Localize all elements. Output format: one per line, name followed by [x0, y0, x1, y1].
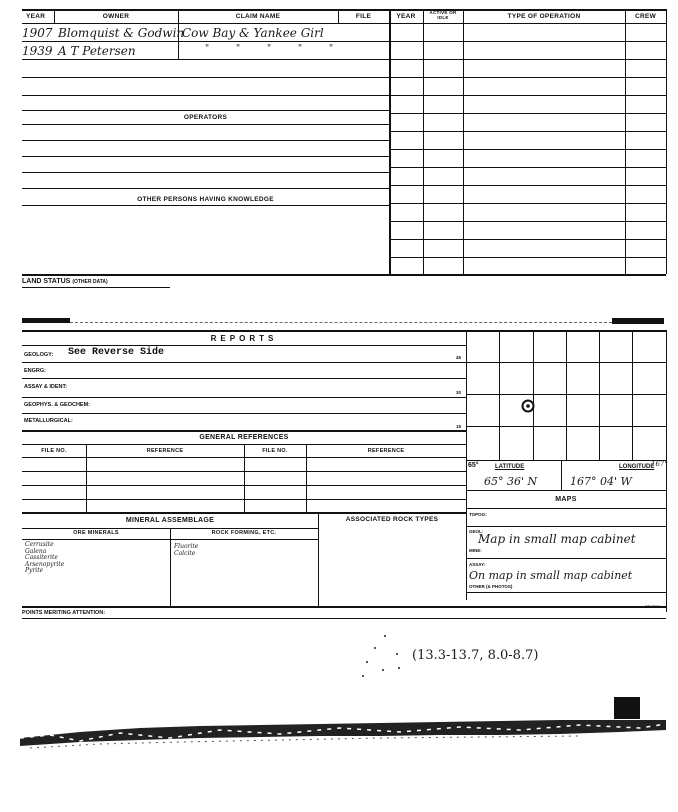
- ore-mineral-item: Cassiterite: [25, 554, 58, 561]
- rock-forming-item: Fluorite: [174, 543, 199, 550]
- header-claim-name: CLAIM NAME: [235, 13, 281, 20]
- rock-forming-item: Calcite: [174, 549, 196, 557]
- metallurgical-num: 15: [456, 424, 462, 429]
- owner-row-2-year: 1939: [22, 44, 53, 58]
- ref-file-no-2: FILE NO.: [262, 448, 288, 454]
- topog-label: TOPOG:: [469, 512, 487, 517]
- lat-deg-mark: 65°: [468, 462, 479, 469]
- latitude-label: LATITUDE: [495, 464, 525, 470]
- scan-speckles: [355, 632, 415, 682]
- rock-forming-label: ROCK FORMING, ETC.: [211, 530, 277, 536]
- owner-row-1-year: 1907: [22, 26, 53, 40]
- land-status-label: LAND STATUS (OTHER DATA): [22, 278, 108, 285]
- assay-num: 30: [456, 390, 462, 395]
- header-year: YEAR: [26, 13, 46, 20]
- assay-ident-label: ASSAY & IDENT:: [24, 384, 68, 390]
- header-type-of-operation: TYPE OF OPERATION: [507, 13, 581, 20]
- ore-minerals-label: ORE MINERALS: [73, 530, 119, 536]
- ref-file-no-1: FILE NO.: [41, 448, 67, 454]
- general-references-title: GENERAL REFERENCES: [199, 434, 289, 441]
- geology-value: See Reverse Side: [68, 347, 165, 358]
- owner-row-1-claim: Cow Bay & Yankee Girl: [182, 26, 324, 40]
- rock-forming-list: [174, 544, 198, 557]
- reports-title: REPORTS: [210, 334, 278, 343]
- long-deg-mark: 167°: [651, 460, 668, 468]
- assay-map-value: On map in small map cabinet: [469, 569, 633, 582]
- owner-row-1-owner: Blomquist & Godwin: [58, 26, 185, 40]
- latitude-value: 65° 36' N: [484, 475, 538, 488]
- other-persons-label: OTHER PERSONS HAVING KNOWLEDGE: [137, 196, 274, 203]
- geol-label: GEOL:: [469, 529, 484, 534]
- header-active-or-idle: ACTIVE OR IDLE: [429, 10, 457, 20]
- geol-value: Map in small map cabinet: [478, 532, 636, 546]
- coordinates-note: (13.3-13.7, 8.0-8.7): [412, 648, 539, 663]
- maps-label: MAPS: [555, 496, 577, 503]
- scan-mark: [612, 318, 664, 324]
- longitude-label: LONGITUDE: [619, 464, 655, 470]
- location-marker-icon: [520, 398, 536, 414]
- ore-mineral-item: Pyrite: [25, 567, 44, 574]
- operators-label: OPERATORS: [183, 114, 228, 121]
- header-file: FILE: [355, 13, 372, 20]
- associated-rock-types-label: ASSOCIATED ROCK TYPES: [345, 516, 439, 523]
- ref-reference-1: REFERENCE: [146, 448, 184, 454]
- ore-mineral-item: Cerrusite: [25, 541, 54, 548]
- assay-map-label: ASSAY:: [469, 562, 486, 567]
- engrg-label: ENGRG:: [24, 368, 46, 374]
- owner-row-2-claim: " " " " ": [205, 44, 346, 54]
- geology-label: GEOLOGY:: [24, 352, 54, 358]
- ore-mineral-item: Galena: [25, 547, 47, 555]
- ore-minerals-list: [25, 542, 64, 575]
- ref-reference-2: REFERENCE: [367, 448, 405, 454]
- longitude-value: 167° 04' W: [570, 475, 632, 488]
- metallurgical-label: METALLURGICAL:: [24, 418, 73, 424]
- geophys-label: GEOPHYS. & GEOCHEM:: [24, 402, 91, 408]
- header-year-2: YEAR: [396, 13, 416, 20]
- header-crew: CREW: [634, 13, 657, 20]
- header-owner: OWNER: [102, 13, 130, 20]
- mineral-assemblage-title: MINERAL ASSEMBLAGE: [125, 517, 215, 524]
- scan-edge: [20, 708, 666, 758]
- points-meriting-label: POINTS MERITING ATTENTION:: [22, 610, 106, 616]
- ore-mineral-item: Arsenopyrite: [25, 560, 65, 568]
- owner-row-2-owner: A T Petersen: [58, 44, 136, 58]
- mine-label: MINE:: [469, 548, 482, 553]
- scan-mark: [22, 318, 70, 323]
- other-photos-label: OTHER (& PHOTOS): [469, 584, 513, 589]
- geology-num: 45: [456, 355, 462, 360]
- form-number: SP 7612: [645, 604, 661, 609]
